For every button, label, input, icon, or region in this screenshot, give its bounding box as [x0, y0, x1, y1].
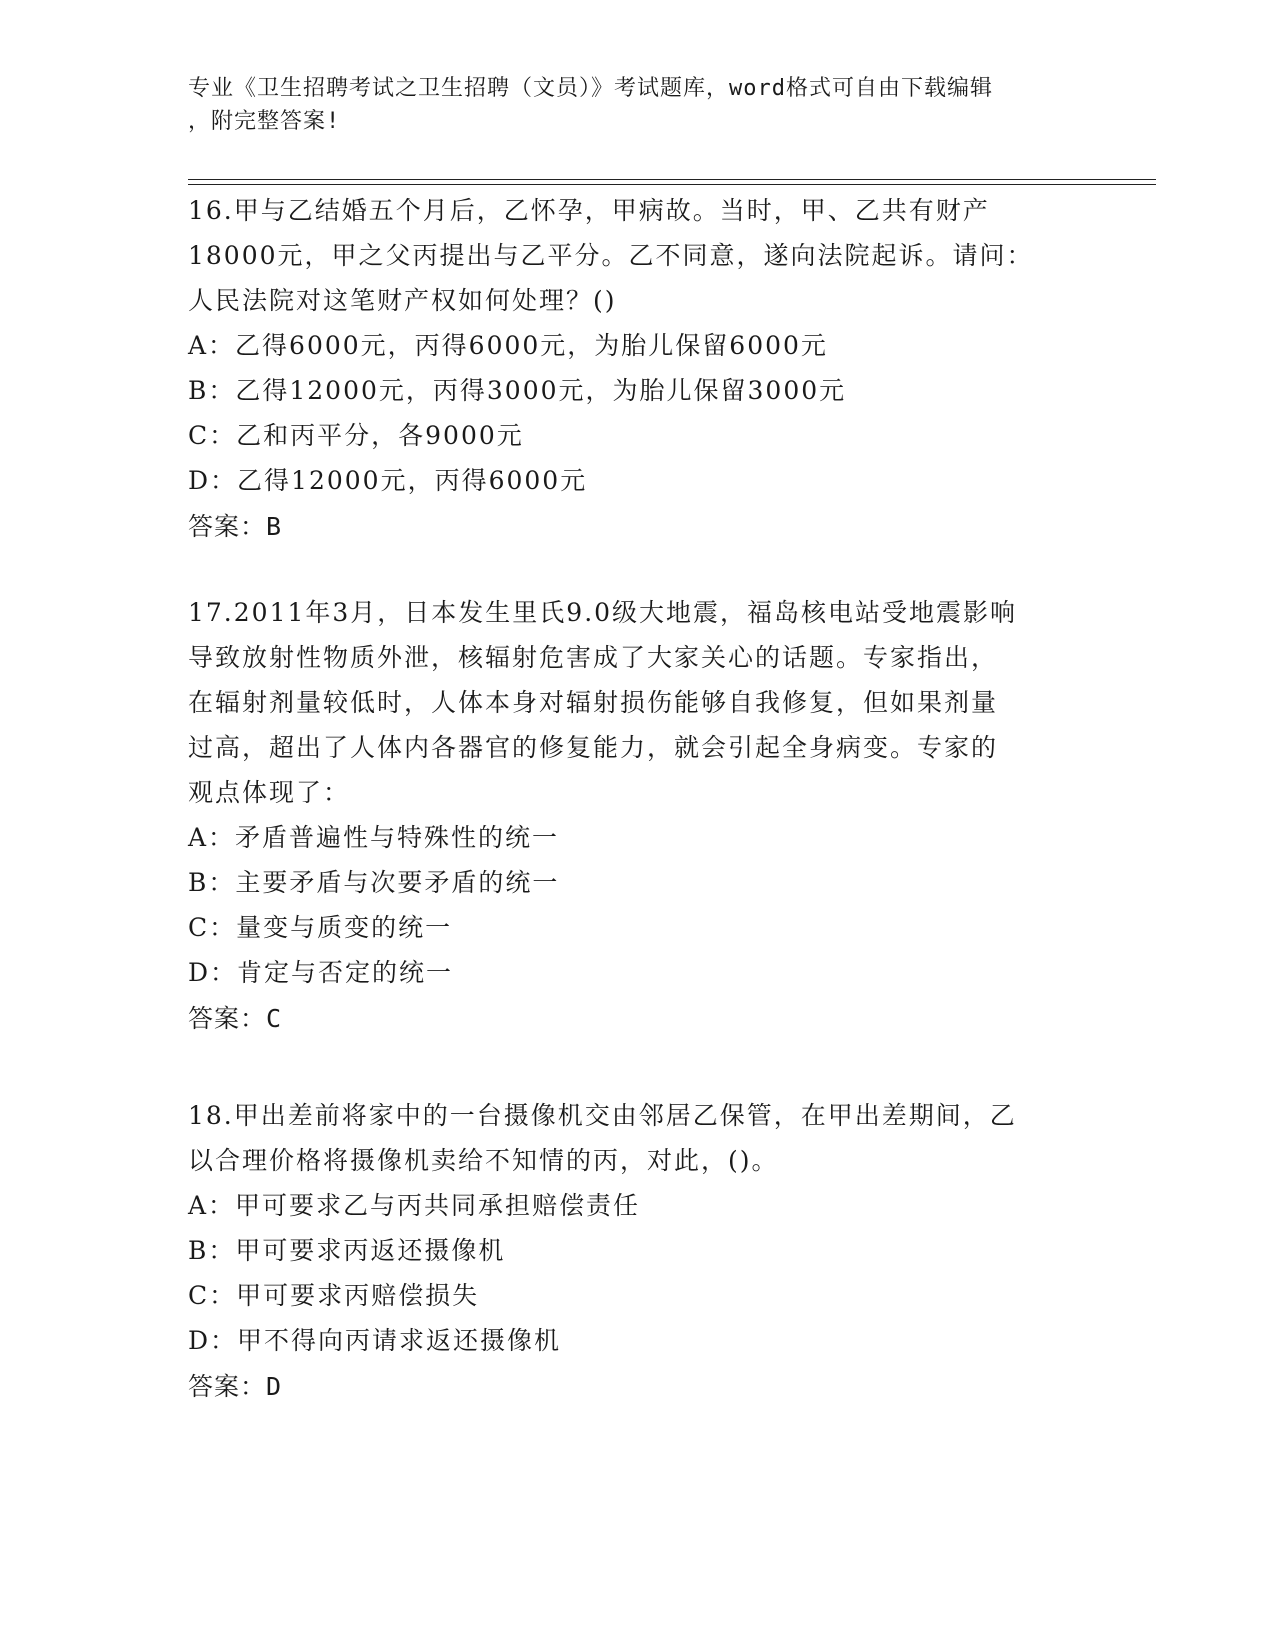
option-c: C：乙和丙平分，各9000元 [188, 421, 524, 450]
question-stem-line: 18.甲出差前将家中的一台摄像机交由邻居乙保管，在甲出差期间，乙 [188, 1101, 1017, 1130]
option-d: D：甲不得向丙请求返还摄像机 [188, 1326, 562, 1355]
option-d: D：肯定与否定的统一 [188, 958, 454, 987]
question-stem-line: 过高，超出了人体内各器官的修复能力，就会引起全身病变。专家的 [188, 733, 999, 762]
answer-line: 答案：B [188, 512, 283, 541]
option-b: B：甲可要求丙返还摄像机 [188, 1236, 506, 1265]
option-a: A：甲可要求乙与丙共同承担赔偿责任 [188, 1191, 641, 1220]
answer-line: 答案：C [188, 1004, 283, 1033]
option-d: D：乙得12000元，丙得6000元 [188, 466, 588, 495]
option-b: B：乙得12000元，丙得3000元，为胎儿保留3000元 [188, 376, 847, 405]
document-header [188, 72, 1068, 138]
header-divider-top [188, 179, 1156, 180]
header-line-2: ，附完整答案! [188, 109, 341, 134]
option-c: C：甲可要求丙赔偿损失 [188, 1281, 480, 1310]
option-c: C：量变与质变的统一 [188, 913, 453, 942]
answer-line: 答案：D [188, 1372, 283, 1401]
question-stem-line: 在辐射剂量较低时，人体本身对辐射损伤能够自我修复，但如果剂量 [188, 688, 999, 717]
option-a: A：矛盾普遍性与特殊性的统一 [188, 823, 560, 852]
question-stem-line: 17.2011年3月，日本发生里氏9.0级大地震，福岛核电站受地震影响 [188, 598, 1018, 627]
question-stem-line: 18000元，甲之父丙提出与乙平分。乙不同意，遂向法院起诉。请问： [188, 241, 1034, 270]
question-17 [188, 590, 1088, 1042]
question-18 [188, 1093, 1088, 1410]
option-b: B：主要矛盾与次要矛盾的统一 [188, 868, 560, 897]
question-stem-line: 导致放射性物质外泄，核辐射危害成了大家关心的话题。专家指出， [188, 643, 999, 672]
question-stem-line: 观点体现了： [188, 778, 351, 807]
question-stem-line: 人民法院对这笔财产权如何处理？() [188, 286, 617, 315]
question-16 [188, 188, 1088, 550]
header-line-1: 专业《卫生招聘考试之卫生招聘（文员）》考试题库，word格式可自由下载编辑 [188, 76, 993, 101]
header-divider-bottom [188, 184, 1156, 185]
option-a: A：乙得6000元，丙得6000元，为胎儿保留6000元 [188, 331, 828, 360]
question-stem-line: 以合理价格将摄像机卖给不知情的丙，对此，()。 [188, 1146, 779, 1175]
question-stem-line: 16.甲与乙结婚五个月后，乙怀孕，甲病故。当时，甲、乙共有财产 [188, 196, 990, 225]
